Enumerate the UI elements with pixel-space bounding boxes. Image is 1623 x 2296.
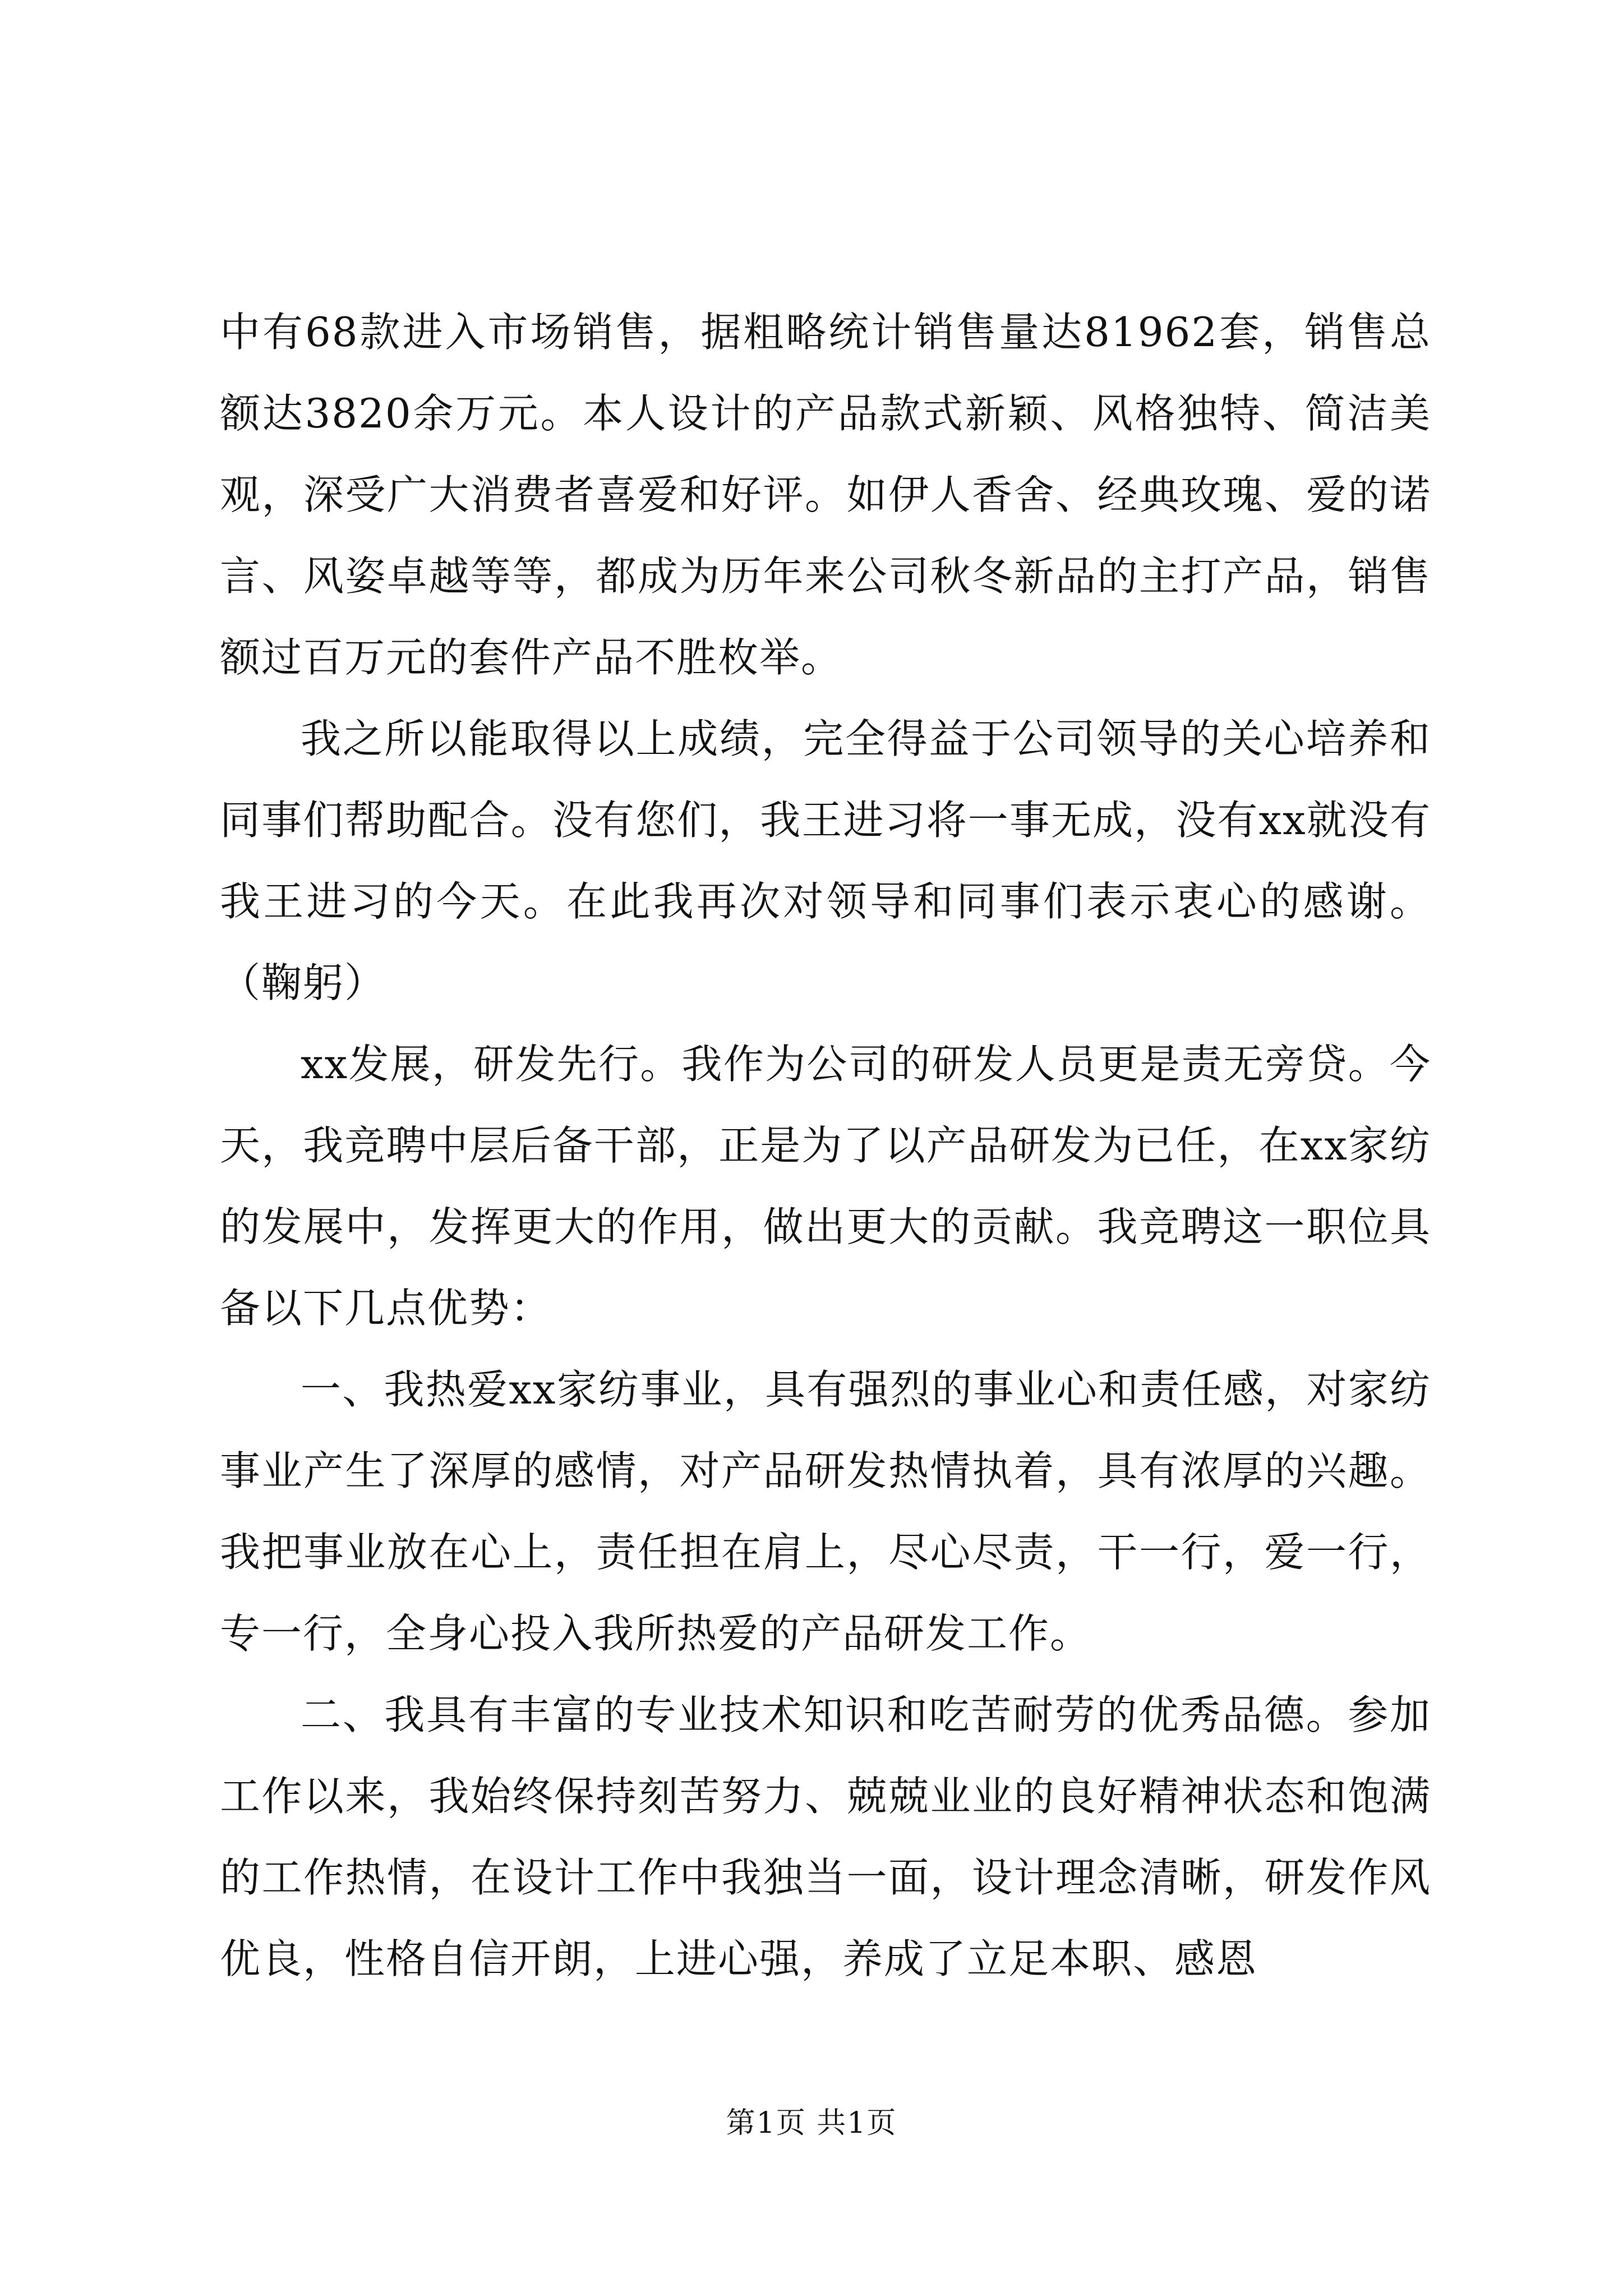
page-footer: 第1页 共1页 [726, 2106, 897, 2140]
paragraph-1: 中有68款进入市场销售，据粗略统计销售量达81962套，销售总额达3820余万元。本人设计的产品款式新颖、风格独特、简洁美观，深受广大消费者喜爱和好评。如伊人香舍、经典玫瑰、爱的诺言、风姿卓越等等，都成为历年来公司秋冬新品的主打产品，销售额过百万元的套件产品不胜枚举。 [220, 309, 1431, 681]
document-body [220, 292, 1431, 2000]
paragraph-4: 一、我热爱xx家纺事业，具有强烈的事业心和责任感，对家纺事业产生了深厚的感情，对产品研发热情执着，具有浓厚的兴趣。我把事业放在心上，责任担在肩上，尽心尽责，干一行，爱一行，专一行，全身心投入我所热爱的产品研发工作。 [220, 1366, 1431, 1657]
paragraph-2: 我之所以能取得以上成绩，完全得益于公司领导的关心培养和同事们帮助配合。没有您们，我王进习将一事无成，没有xx就没有我王进习的今天。在此我再次对领导和同事们表示衷心的感谢。（鞠躬） [220, 715, 1431, 1006]
paragraph-5: 二、我具有丰富的专业技术知识和吃苦耐劳的优秀品德。参加工作以来，我始终保持刻苦努力、兢兢业业的良好精神状态和饱满的工作热情，在设计工作中我独当一面，设计理念清晰，研发作风优良，性格自信开朗，上进心强，养成了立足本职、感恩 [220, 1691, 1431, 1982]
paragraph-3: xx发展，研发先行。我作为公司的研发人员更是责无旁贷。今天，我竞聘中层后备干部，正是为了以产品研发为已任，在xx家纺的发展中，发挥更大的作用，做出更大的贡献。我竞聘这一职位具备以下几点优势： [220, 1041, 1431, 1332]
